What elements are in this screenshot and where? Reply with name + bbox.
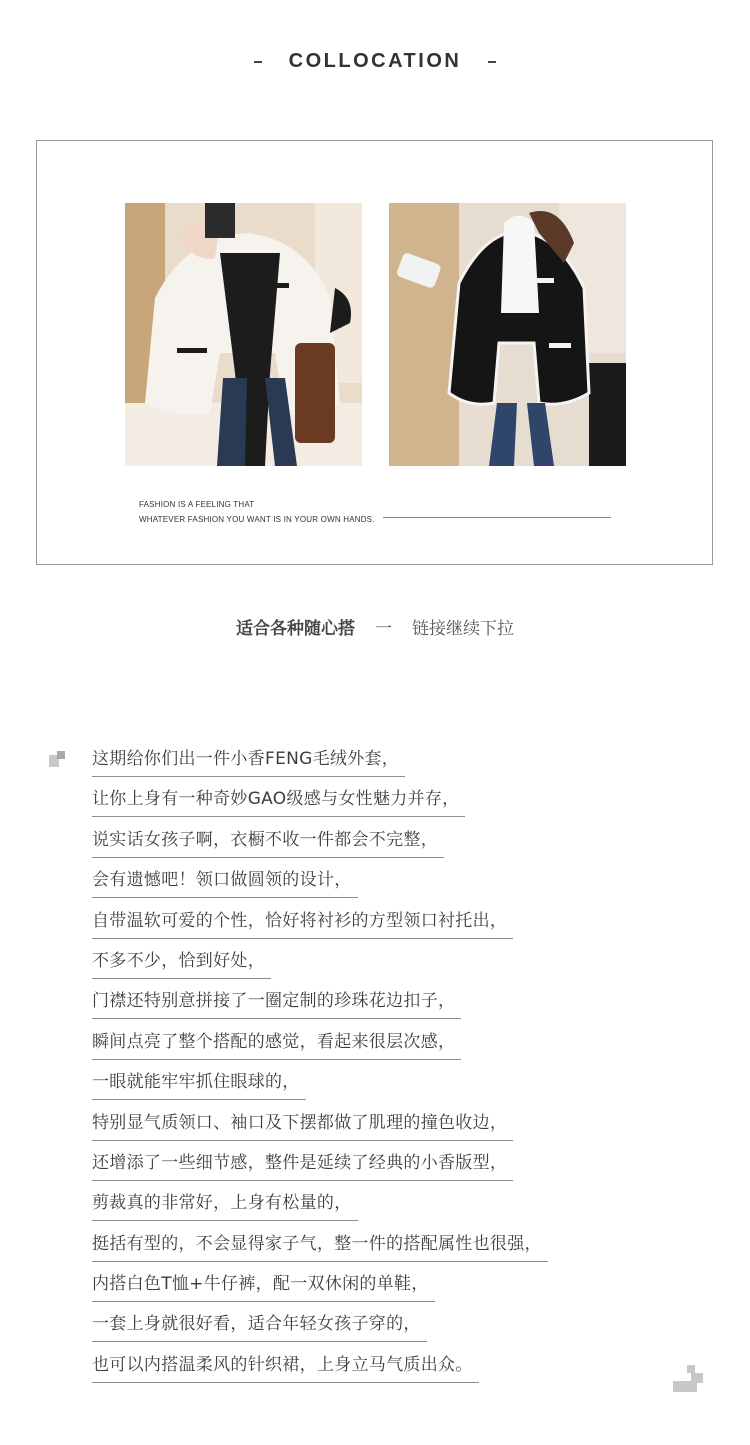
pixel-corner-icon <box>673 1365 703 1392</box>
pixel-corner-icon <box>49 751 65 767</box>
white-jacket-photo <box>125 203 362 466</box>
subtitle-right: 链接继续下拉 <box>412 619 514 639</box>
description-text: 内搭白色T恤+牛仔裤，配一双休闲的单鞋， <box>92 1267 435 1302</box>
description-text: 门襟还特别意拼接了一圈定制的珍珠花边扣子， <box>92 984 461 1019</box>
description-text: 还增添了一些细节感，整件是延续了经典的小香版型， <box>92 1146 513 1181</box>
description-line <box>92 904 548 944</box>
description-text: 不多不少，恰到好处， <box>92 944 271 979</box>
subtitle-left: 适合各种随心搭 <box>236 619 355 639</box>
description-line <box>92 1307 548 1347</box>
description-line <box>92 823 548 863</box>
description-text: 这期给你们出一件小香FENG毛绒外套， <box>92 742 405 777</box>
description-text: 说实话女孩子啊，衣橱不收一件都会不完整， <box>92 823 444 858</box>
description-line <box>92 1146 548 1186</box>
description-line <box>92 944 548 984</box>
description-line <box>92 1348 548 1388</box>
description-line <box>92 1025 548 1065</box>
section-title: COLLOCATION <box>288 50 462 72</box>
description-text: 会有遗憾吧！领口做圆领的设计， <box>92 863 358 898</box>
description-text: 挺括有型的，不会显得家子气，整一件的搭配属性也很强， <box>92 1227 548 1262</box>
description-text: 一套上身就很好看，适合年轻女孩子穿的， <box>92 1307 427 1342</box>
header-dash-right <box>488 61 496 63</box>
description-text: 让你上身有一种奇妙GAO级感与女性魅力并存， <box>92 782 465 817</box>
subtitle-separator: 一 <box>375 619 392 639</box>
description-line <box>92 1065 548 1105</box>
description-text: 自带温软可爱的个性，恰好将衬衫的方型领口衬托出， <box>92 904 513 939</box>
description-line <box>92 1227 548 1267</box>
caption-divider <box>383 517 611 518</box>
caption-line-2: WHATEVER FASHION YOU WANT IS IN YOUR OWN HANDS. <box>139 515 375 524</box>
styling-subtitle <box>0 614 750 639</box>
description-line <box>92 782 548 822</box>
product-description <box>92 742 548 1388</box>
description-line <box>92 984 548 1024</box>
fashion-caption <box>139 497 375 527</box>
description-line <box>92 742 548 782</box>
description-text: 也可以内搭温柔风的针织裙，上身立马气质出众。 <box>92 1348 479 1383</box>
description-line <box>92 1186 548 1226</box>
description-text: 特别显气质领口、袖口及下摆都做了肌理的撞色收边， <box>92 1106 513 1141</box>
collocation-frame <box>36 140 713 565</box>
description-line <box>92 1106 548 1146</box>
header-dash-left <box>254 61 262 63</box>
black-jacket-photo <box>389 203 626 466</box>
description-text: 剪裁真的非常好，上身有松量的， <box>92 1186 358 1221</box>
description-line <box>92 1267 548 1307</box>
section-header <box>0 50 750 73</box>
description-text: 一眼就能牢牢抓住眼球的， <box>92 1065 306 1100</box>
caption-line-1: FASHION IS A FEELING THAT <box>139 500 255 509</box>
description-line <box>92 863 548 903</box>
description-text: 瞬间点亮了整个搭配的感觉，看起来很层次感， <box>92 1025 461 1060</box>
